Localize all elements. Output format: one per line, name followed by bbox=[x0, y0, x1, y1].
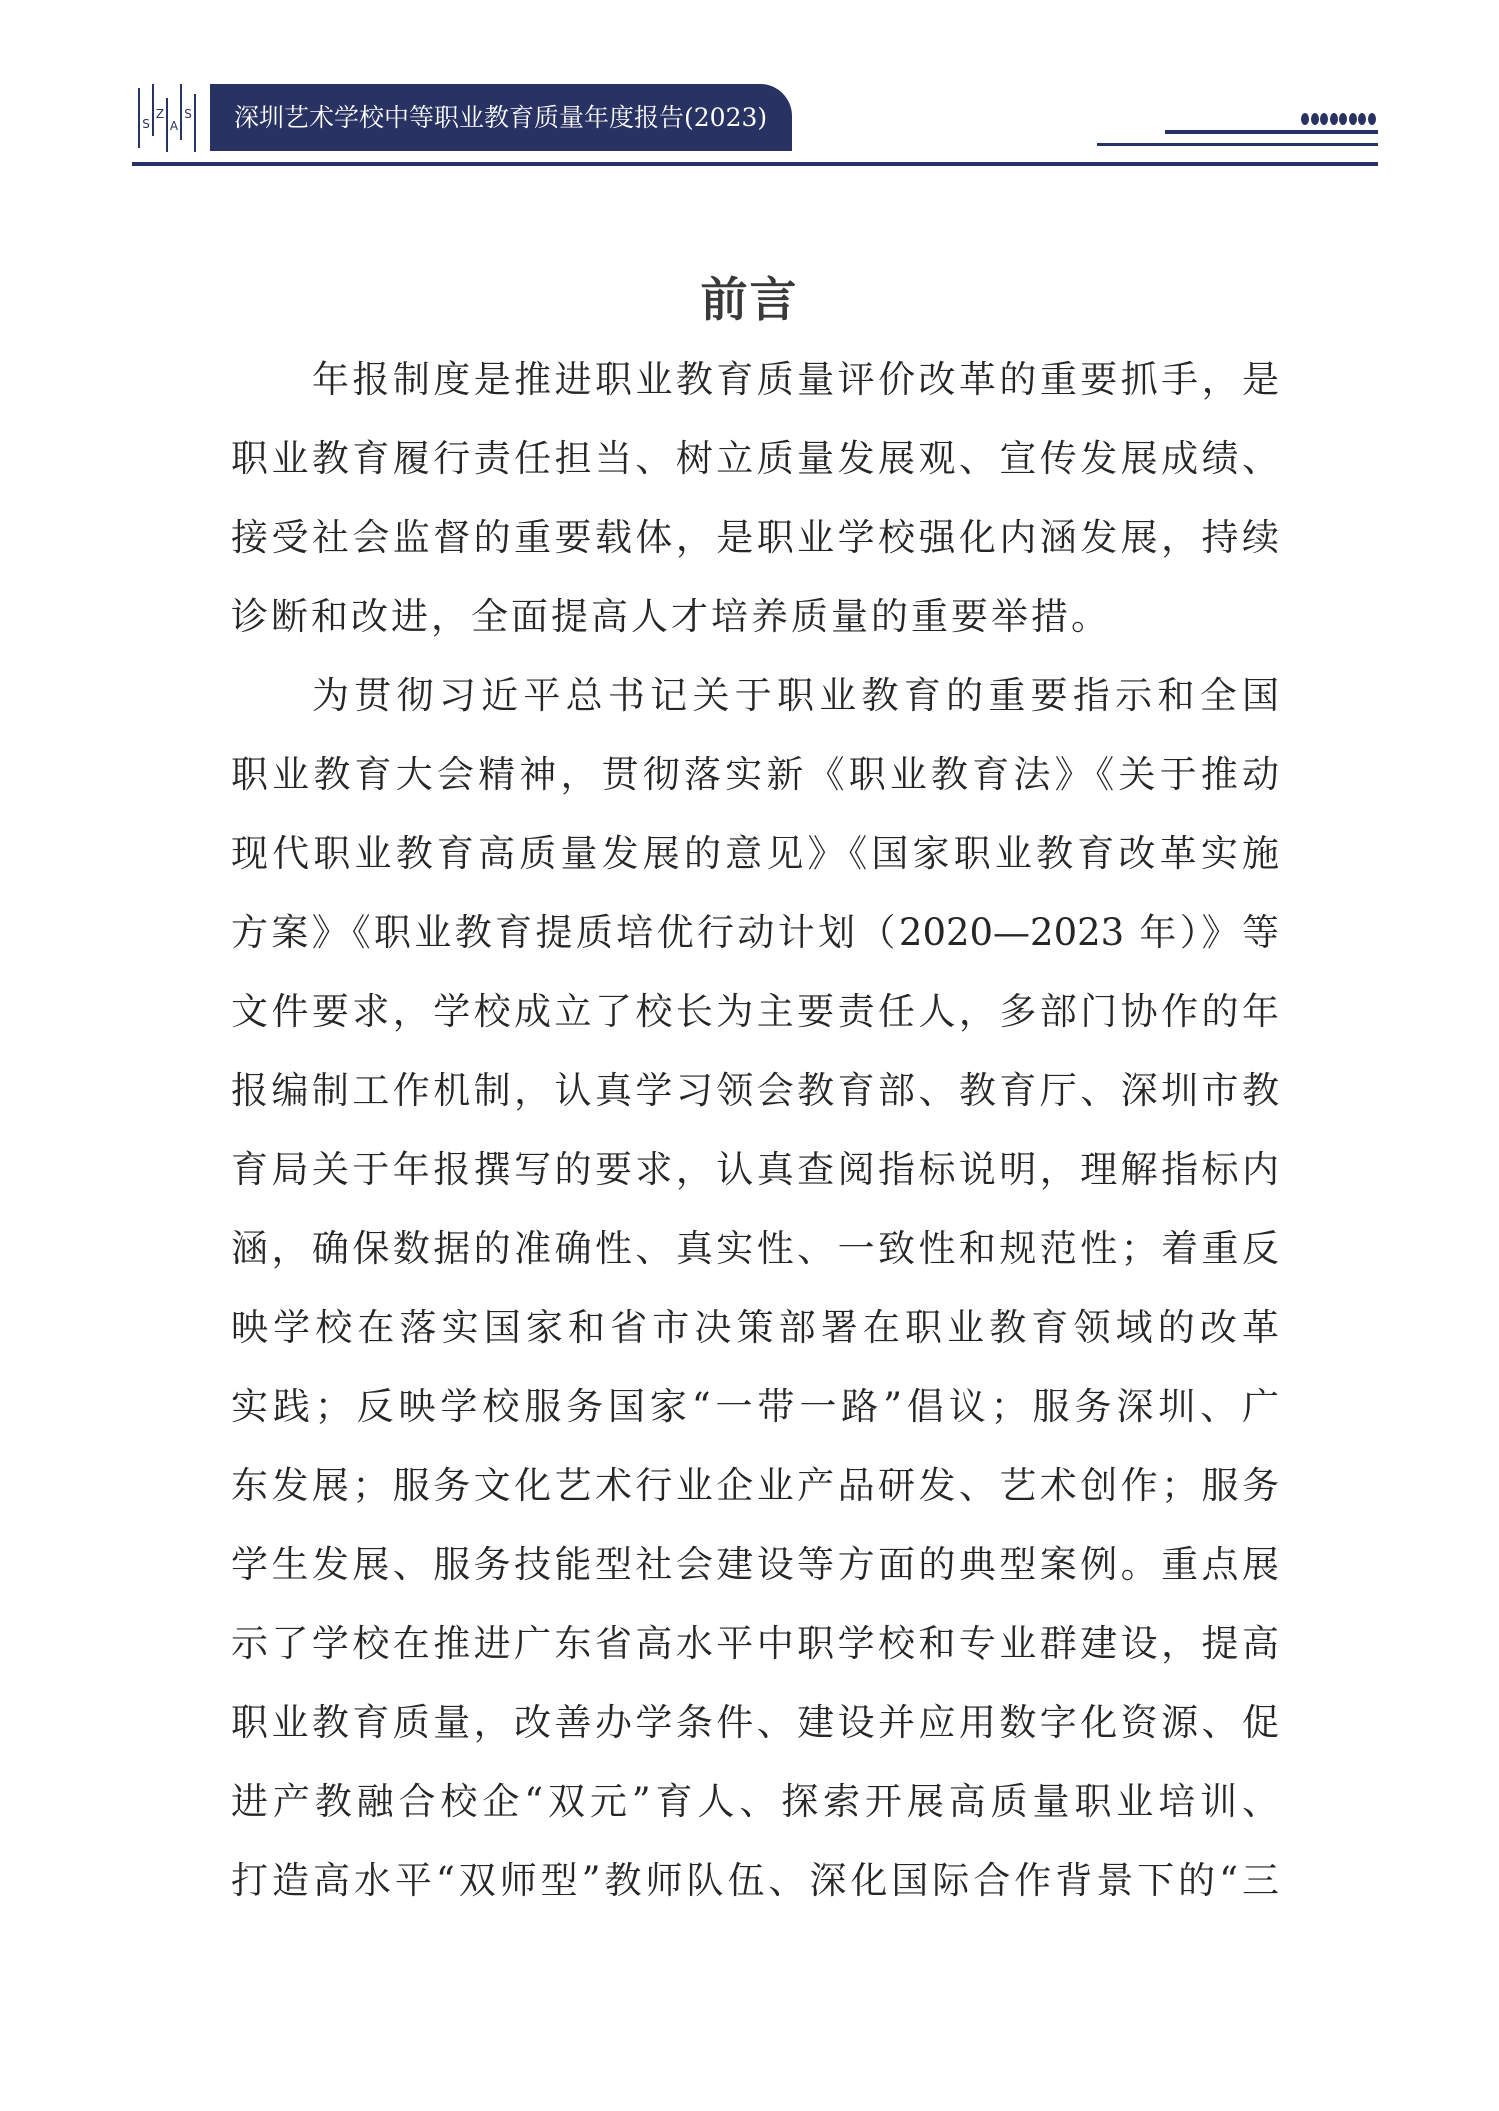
text-line: 为贯彻习近平总书记关于职业教育的重要指示和全国 bbox=[312, 674, 1279, 717]
text-line: 东发展；服务文化艺术行业企业产品研发、艺术创作；服务 bbox=[231, 1464, 1279, 1507]
text-line: 方案》《职业教育提质培优行动计划（2020—2023 年）》等 bbox=[231, 911, 1279, 954]
school-logo bbox=[136, 84, 200, 152]
text-line: 诊断和改进，全面提高人才培养质量的重要举措。 bbox=[231, 595, 1111, 638]
decorative-dot bbox=[1301, 113, 1309, 125]
text-line: 年报制度是推进职业教育质量评价改革的重要抓手，是 bbox=[312, 358, 1279, 401]
logo-letter: Z bbox=[155, 107, 165, 121]
text-line: 涵，确保数据的准确性、真实性、一致性和规范性；着重反 bbox=[231, 1227, 1279, 1270]
report-banner bbox=[210, 84, 792, 151]
text-line: 职业教育履行责任担当、树立质量发展观、宣传发展成绩、 bbox=[231, 437, 1279, 480]
logo-letter: S bbox=[142, 117, 150, 131]
text-line: 示了学校在推进广东省高水平中职学校和专业群建设，提高 bbox=[231, 1622, 1279, 1665]
header-rule-mid bbox=[1097, 143, 1378, 146]
text-line: 文件要求，学校成立了校长为主要责任人，多部门协作的年 bbox=[231, 990, 1279, 1033]
paragraph bbox=[231, 340, 1279, 656]
text-line: 接受社会监督的重要载体，是职业学校强化内涵发展，持续 bbox=[231, 516, 1279, 559]
decorative-dot bbox=[1320, 113, 1328, 125]
logo-letter: A bbox=[169, 119, 179, 133]
text-line: 职业教育大会精神，贯彻落实新《职业教育法》《关于推动 bbox=[231, 753, 1279, 796]
text-line: 映学校在落实国家和省市决策部署在职业教育领域的改革 bbox=[231, 1306, 1279, 1349]
header-rule-short bbox=[1165, 130, 1378, 134]
logo-letter: S bbox=[184, 107, 192, 121]
paragraph bbox=[231, 656, 1279, 1920]
decorative-dot bbox=[1349, 113, 1357, 125]
decorative-dots bbox=[1301, 113, 1376, 125]
text-line: 育局关于年报撰写的要求，认真查阅指标说明，理解指标内 bbox=[231, 1148, 1279, 1191]
decorative-dot bbox=[1368, 113, 1376, 125]
text-line: 进产教融合校企“双元”育人、探索开展高质量职业培训、 bbox=[231, 1780, 1279, 1823]
page-title: 前言 bbox=[700, 273, 799, 328]
decorative-dot bbox=[1358, 113, 1366, 125]
decorative-dot bbox=[1339, 113, 1347, 125]
header-rule-main bbox=[132, 162, 1378, 166]
text-line: 打造高水平“双师型”教师队伍、深化国际合作背景下的“三 bbox=[231, 1859, 1279, 1902]
decorative-dot bbox=[1330, 113, 1338, 125]
text-line: 学生发展、服务技能型社会建设等方面的典型案例。重点展 bbox=[231, 1543, 1279, 1586]
banner-title: 深圳艺术学校中等职业教育质量年度报告(2023) bbox=[234, 103, 768, 132]
text-line: 实践；反映学校服务国家“一带一路”倡议；服务深圳、广 bbox=[231, 1385, 1279, 1428]
text-line: 职业教育质量，改善办学条件、建设并应用数字化资源、促 bbox=[231, 1701, 1279, 1744]
body-text bbox=[231, 340, 1279, 1920]
text-line: 报编制工作机制，认真学习领会教育部、教育厅、深圳市教 bbox=[231, 1069, 1279, 1112]
text-line: 现代职业教育高质量发展的意见》《国家职业教育改革实施 bbox=[231, 832, 1279, 875]
decorative-dot bbox=[1311, 113, 1319, 125]
